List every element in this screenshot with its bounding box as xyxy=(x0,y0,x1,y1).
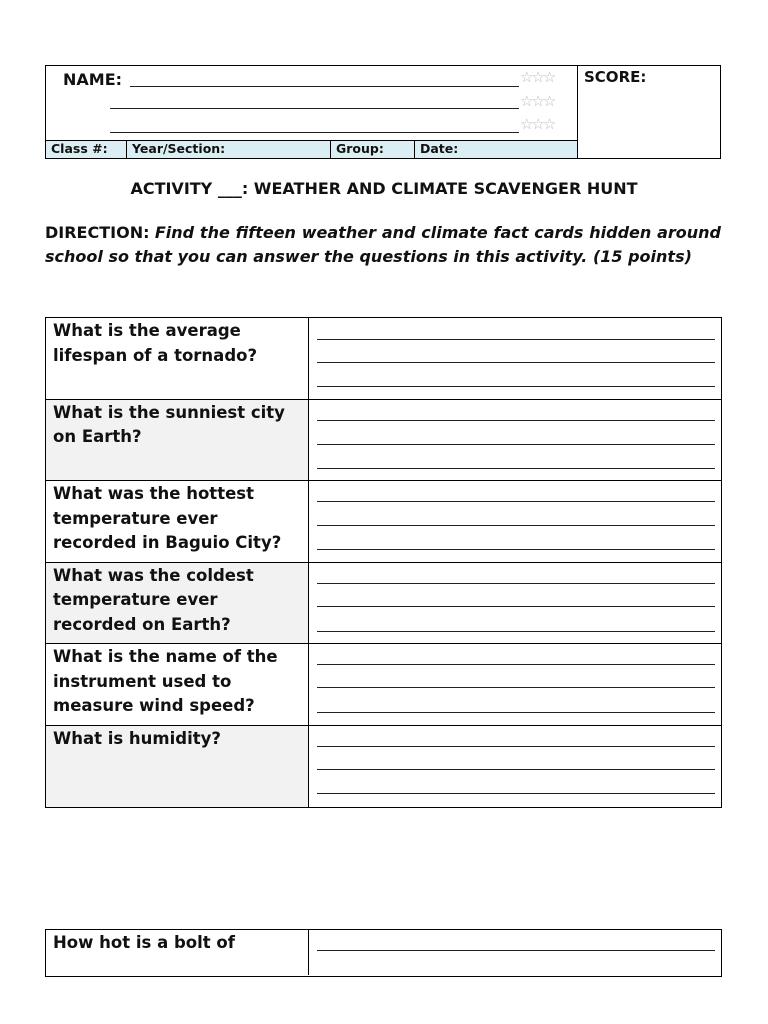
answer-line[interactable] xyxy=(317,793,715,794)
name-line-2[interactable] xyxy=(110,108,519,109)
answer-cell[interactable] xyxy=(309,481,721,562)
score-box[interactable] xyxy=(577,66,722,158)
answer-line[interactable] xyxy=(317,468,715,469)
answer-line[interactable] xyxy=(317,549,715,550)
question-row xyxy=(46,563,721,645)
questions-table-continued xyxy=(45,929,722,977)
date-field[interactable]: Date: xyxy=(420,141,459,156)
group-field[interactable]: Group: xyxy=(331,141,415,158)
name-line-3[interactable] xyxy=(110,132,519,133)
score-label: SCORE: xyxy=(584,68,647,86)
question-text: How hot is a bolt of xyxy=(46,930,309,975)
question-row xyxy=(46,481,721,563)
question-row xyxy=(46,644,721,726)
class-info-row xyxy=(46,140,577,158)
answer-cell[interactable] xyxy=(309,563,721,644)
direction-text: Find the fifteen weather and climate fact cards hidden around school so that you can answer the questions in this activity. (15 points) xyxy=(45,223,722,266)
name-line-1[interactable] xyxy=(130,86,519,87)
answer-line[interactable] xyxy=(317,631,715,632)
star-rating-icon: ☆☆☆ xyxy=(520,115,555,133)
answer-line[interactable] xyxy=(317,746,715,747)
question-row xyxy=(46,726,721,808)
answer-line[interactable] xyxy=(317,769,715,770)
answer-line[interactable] xyxy=(317,664,715,665)
answer-line[interactable] xyxy=(317,525,715,526)
question-text: What is the name of the instrument used to measure wind speed? xyxy=(46,644,309,725)
answer-line[interactable] xyxy=(317,444,715,445)
answer-line[interactable] xyxy=(317,950,715,951)
question-text: What is humidity? xyxy=(46,726,309,808)
answer-line[interactable] xyxy=(317,712,715,713)
star-rating-icon: ☆☆☆ xyxy=(520,68,555,86)
question-row xyxy=(46,930,721,975)
question-text: What is the sunniest city on Earth? xyxy=(46,400,309,481)
answer-line[interactable] xyxy=(317,339,715,340)
star-rating-icon: ☆☆☆ xyxy=(520,92,555,110)
question-text: What was the hottest temperature ever recorded in Baguio City? xyxy=(46,481,309,562)
answer-line[interactable] xyxy=(317,386,715,387)
student-info-header xyxy=(45,65,721,159)
question-text: What was the coldest temperature ever recorded on Earth? xyxy=(46,563,309,644)
direction-label: DIRECTION: xyxy=(45,223,150,242)
name-area xyxy=(46,66,577,140)
name-label: NAME: xyxy=(63,70,123,89)
answer-cell[interactable] xyxy=(309,318,721,399)
answer-line[interactable] xyxy=(317,583,715,584)
answer-cell[interactable] xyxy=(309,726,721,808)
activity-title: ACTIVITY ___: WEATHER AND CLIMATE SCAVENGER HUNT xyxy=(130,179,638,198)
answer-line[interactable] xyxy=(317,501,715,502)
year-section-field[interactable]: Year/Section: xyxy=(127,141,331,158)
answer-cell[interactable] xyxy=(309,644,721,725)
question-row xyxy=(46,400,721,482)
answer-line[interactable] xyxy=(317,606,715,607)
direction-paragraph xyxy=(45,221,721,269)
answer-line[interactable] xyxy=(317,362,715,363)
answer-cell[interactable] xyxy=(309,400,721,481)
answer-cell[interactable] xyxy=(309,930,721,975)
question-row xyxy=(46,318,721,400)
answer-line[interactable] xyxy=(317,687,715,688)
answer-line[interactable] xyxy=(317,420,715,421)
questions-table xyxy=(45,317,722,808)
class-number-field[interactable]: Class #: xyxy=(46,141,127,158)
question-text: What is the average lifespan of a tornado? xyxy=(46,318,309,399)
